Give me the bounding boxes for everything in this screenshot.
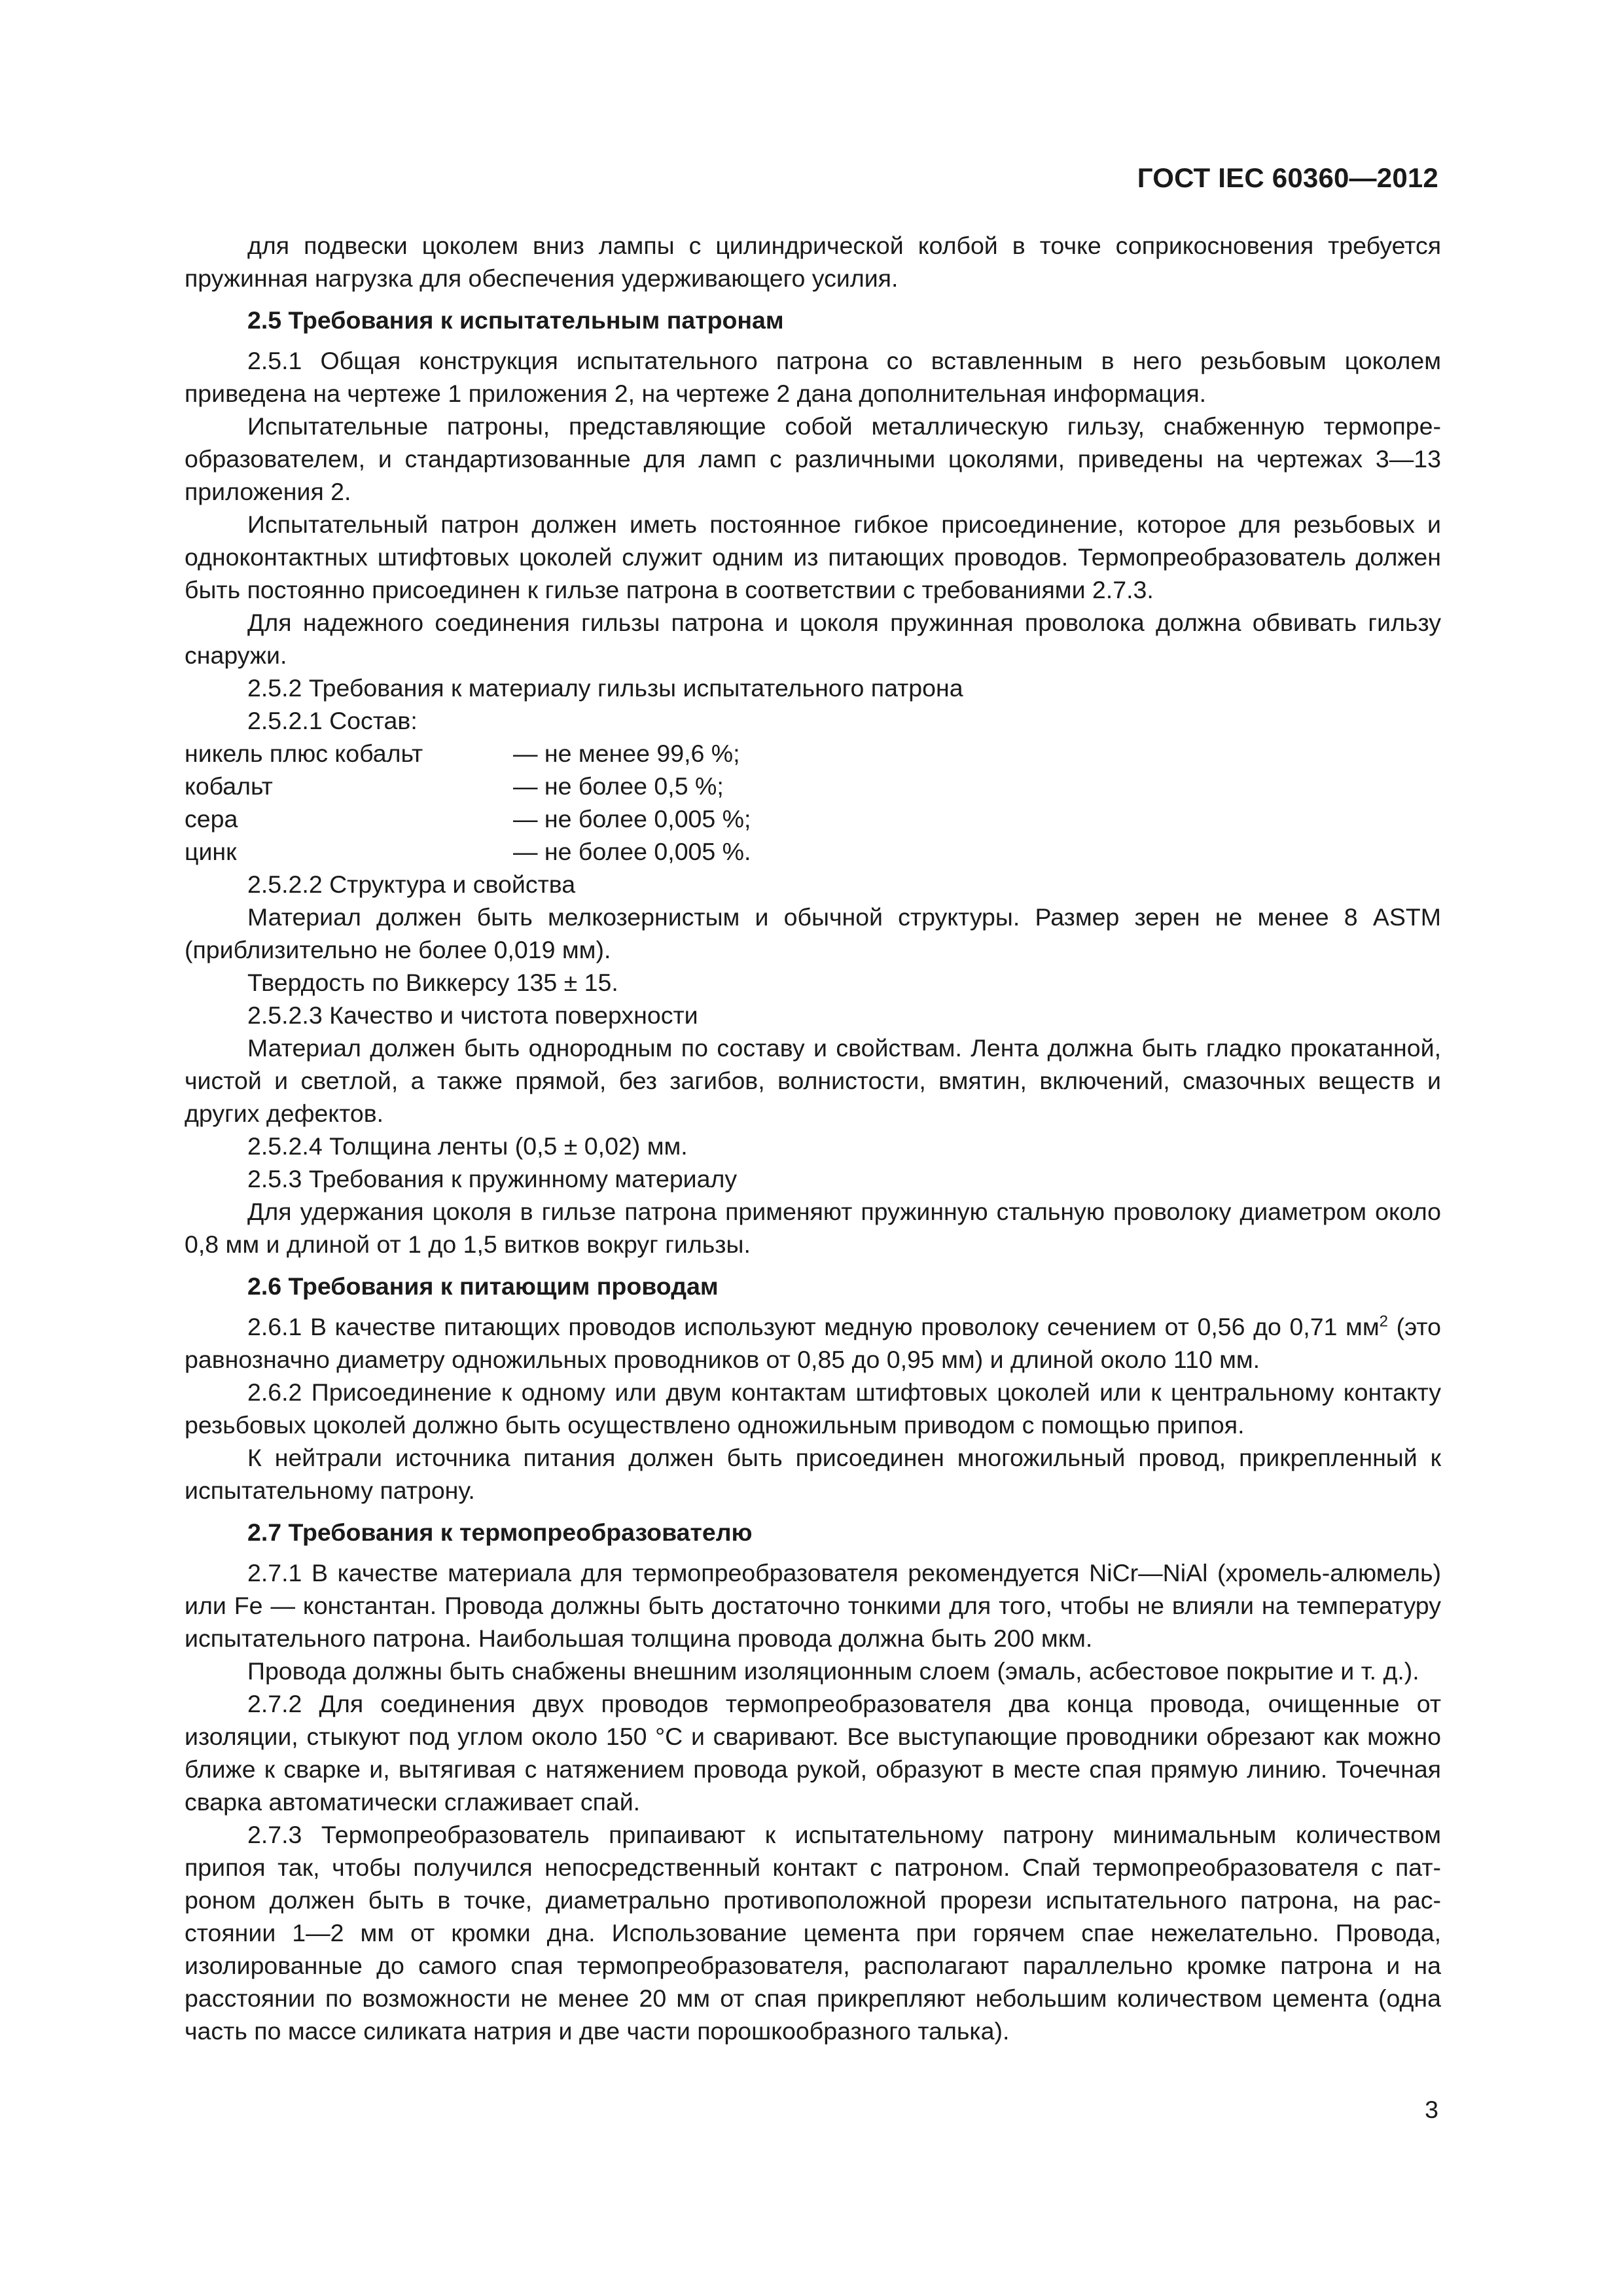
paragraph-2-5-2-3b: Материал должен быть однородным по составу и свойствам. Лента должна быть гладко прокатанной, чистой и светлой, а также прямой, без загибов, волнистости, вмятин, включений, смазочных веществ и других дефектов. <box>185 1034 1441 1127</box>
section-heading-2-6: 2.6 Требования к питающим проводам <box>247 1272 719 1300</box>
paragraph-2-5-2-2b: Материал должен быть мелкозернистым и обычной структуры. Размер зерен не менее 8 ASTM (приблизительно не более 0,019 мм). <box>185 903 1441 963</box>
paragraph-2-5-1d: Для надежного соединения гильзы патрона и цоколя пружинная проволока должна обвивать гильзу снаружи. <box>185 609 1441 669</box>
composition-row <box>185 737 1441 770</box>
composition-name: цинк <box>185 838 237 865</box>
paragraph-2-7-1: 2.7.1 В качестве материала для термопреобразователя рекомендуется NiCr—NiAl (хромель-алюмель) или Fe — константан. Провода должны быть достаточно тонкими для того, чтобы не влияли на температуру испытательного патрона. Наибольшая толщина провода должна быть 200 мкм. <box>185 1559 1441 1652</box>
paragraph-2-5-2-3: 2.5.2.3 Качество и чистота поверхности <box>247 1001 698 1029</box>
page-number: 3 <box>1425 2096 1438 2123</box>
standard-header: ГОСТ IEC 60360—2012 <box>1137 162 1438 193</box>
composition-row <box>185 835 1441 868</box>
paragraph-2-5-1c: Испытательный патрон должен иметь постоянное гибкое присоединение, которое для резьбовых и одноконтактных штифтовых цоколей служит одним из питающих проводов. Термопреобразователь должен быть постоянно присоединен к гильзе патрона в соответствии с требованиями 2.7.3. <box>185 511 1441 603</box>
paragraph-2-5-2-1: 2.5.2.1 Состав: <box>247 707 418 734</box>
paragraph-2-6-1-text: 2.6.1 В качестве питающих проводов используют медную проволоку сечением от 0,56 до 0,71 мм <box>247 1313 1380 1340</box>
paragraph-2-6-1 <box>185 1310 1441 1376</box>
paragraph-2-5-2: 2.5.2 Требования к материалу гильзы испытательного патрона <box>247 674 963 702</box>
document-body <box>185 229 1441 2047</box>
composition-name: кобальт <box>185 772 273 800</box>
composition-name: сера <box>185 805 238 833</box>
paragraph-2-5-2-2: 2.5.2.2 Структура и свойства <box>247 870 576 898</box>
paragraph-2-7-3: 2.7.3 Термопреобразователь припаивают к испытательному патрону минимальным количеством припоя так, чтобы получился непосредственный контакт с патроном. Спай термопреобразователя с патроном должен быть в точке, диаметрально противоположной прорези испытательного патрона, на расстоянии 1—2 мм от кромки дна. Использование цемента при горячем спае нежелательно. Провода, изолированные до самого спая термопреобразователя, располагают параллельно кромке патрона и на расстоянии по возможности не менее 20 мм от спая прикрепляют небольшим количеством цемента (одна часть по массе силиката натрия и две части порошкообразного талька). <box>185 1821 1441 2045</box>
composition-row <box>185 802 1441 835</box>
paragraph-2-5-3b: Для удержания цоколя в гильзе патрона применяют пружинную стальную проволоку диаметром около 0,8 мм и длиной от 1 до 1,5 витков вокруг гильзы. <box>185 1198 1441 1258</box>
composition-value: — не более 0,005 %; <box>513 805 751 833</box>
paragraph-2-5-2-2c: Твердость по Виккерсу 135 ± 15. <box>247 969 618 996</box>
composition-value: — не более 0,005 %. <box>513 838 751 865</box>
paragraph-2-5-3: 2.5.3 Требования к пружинному материалу <box>247 1165 738 1193</box>
section-heading-2-5: 2.5 Требования к испытательным патронам <box>247 306 784 334</box>
section-heading-2-7: 2.7 Требования к термопреобразователю <box>247 1518 753 1546</box>
intro-paragraph: для подвески цоколем вниз лампы с цилиндрической колбой в точке соприкосновения требуется пружинная нагрузка для обеспечения удерживающего усилия. <box>185 232 1441 292</box>
composition-name: никель плюс кобальт <box>185 740 423 767</box>
composition-value: — не более 0,5 %; <box>513 772 724 800</box>
paragraph-2-7-1b: Провода должны быть снабжены внешним изоляционным слоем (эмаль, асбестовое покрытие и т. д.). <box>247 1657 1419 1685</box>
paragraph-2-7-2: 2.7.2 Для соединения двух проводов термопреобразователя два конца провода, очищенные от изоляции, стыкуют под углом около 150 °С и сваривают. Все выступающие проводники обрезают как можно ближе к сварке и, вытягивая с натяжением провода рукой, образуют в месте спая прямую линию. Точечная сварка автоматически сглаживает спай. <box>185 1690 1441 1816</box>
composition-value: — не менее 99,6 %; <box>513 740 740 767</box>
paragraph-2-6-2b: К нейтрали источника питания должен быть присоединен многожильный провод, прикрепленный к испытательному патрону. <box>185 1444 1441 1504</box>
composition-list <box>185 737 1441 868</box>
paragraph-2-5-1: 2.5.1 Общая конструкция испытательного патрона со вставленным в него резьбовым цоколем приведена на чертеже 1 приложения 2, на чертеже 2 дана дополнительная информация. <box>185 347 1441 407</box>
paragraph-2-6-2: 2.6.2 Присоединение к одному или двум контактам штифтовых цоколей или к центральному контакту резьбовых цоколей должно быть осуществлено одножильным приводом с помощью припоя. <box>185 1378 1441 1439</box>
superscript-2: 2 <box>1379 1312 1388 1331</box>
paragraph-2-5-1b: Испытательные патроны, представляющие собой металлическую гильзу, снабженную термопреобразователем, и стандартизованные для ламп с различными цоколями, приведены на чертежах 3—13 приложения 2. <box>185 412 1441 505</box>
composition-row <box>185 770 1441 802</box>
paragraph-2-6-1-cont: (это равнозначно диаметру одножильных проводников от 0,85 до 0,95 мм) и длиной около 110 мм. <box>185 1313 1442 1373</box>
paragraph-2-5-2-4: 2.5.2.4 Толщина ленты (0,5 ± 0,02) мм. <box>247 1132 688 1160</box>
